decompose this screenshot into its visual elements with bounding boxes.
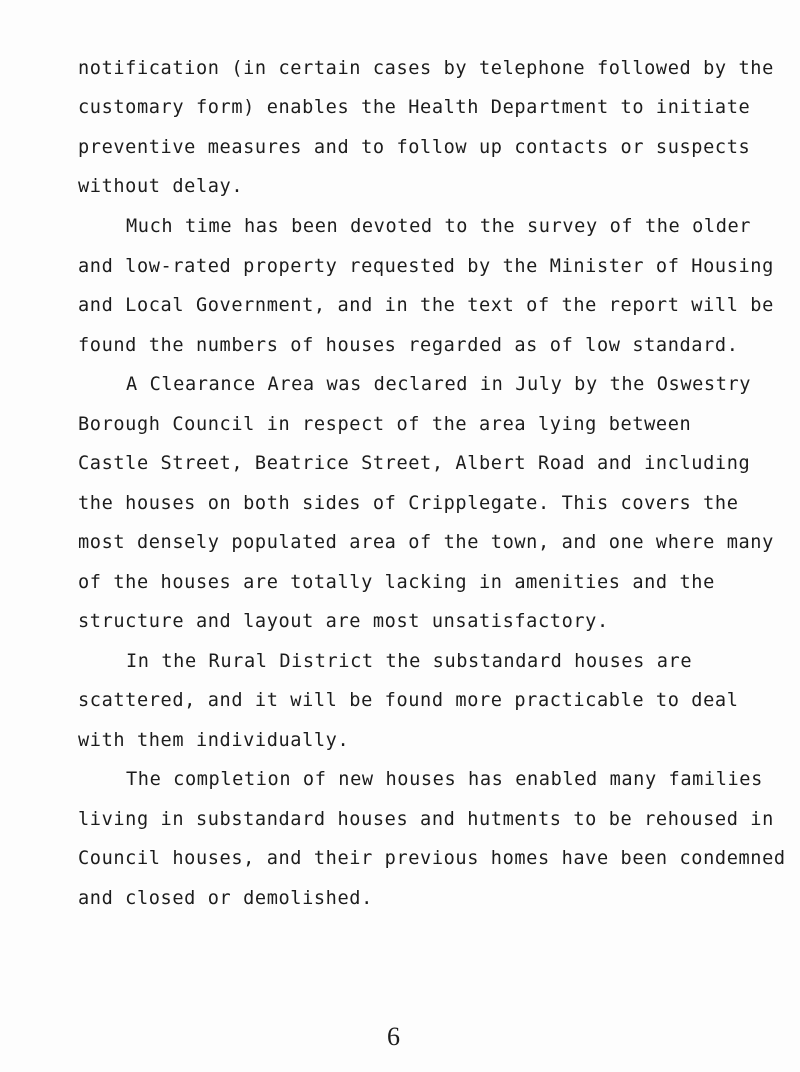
text-line-17: scattered, and it will be found more practicable to deal <box>78 690 739 711</box>
text-line-3: preventive measures and to follow up contacts or suspects <box>78 137 751 158</box>
text-line-10: Borough Council in respect of the area lying between <box>78 414 692 435</box>
text-line-5: Much time has been devoted to the survey of the older <box>126 216 752 237</box>
text-line-19: The completion of new houses has enabled many families <box>126 769 763 790</box>
text-line-7: and Local Government, and in the text of the report will be <box>78 295 774 316</box>
text-line-22: and closed or demolished. <box>78 888 373 909</box>
text-line-8: found the numbers of houses regarded as of low standard. <box>78 335 739 356</box>
text-line-6: and low-rated property requested by the Minister of Housing <box>78 256 774 277</box>
text-line-13: most densely populated area of the town, and one where many <box>78 532 774 553</box>
page-number: 6 <box>387 1022 400 1051</box>
text-line-14: of the houses are totally lacking in amenities and the <box>78 572 715 593</box>
text-line-18: with them individually. <box>78 730 350 751</box>
text-line-1: notification (in certain cases by telephone followed by the <box>78 58 774 79</box>
text-line-21: Council houses, and their previous homes have been condemned <box>78 848 786 869</box>
text-line-2: customary form) enables the Health Department to initiate <box>78 97 751 118</box>
text-line-11: Castle Street, Beatrice Street, Albert Road and including <box>78 453 751 474</box>
text-line-16: In the Rural District the substandard houses are <box>126 651 693 672</box>
text-line-12: the houses on both sides of Cripplegate. This covers the <box>78 493 739 514</box>
text-line-4: without delay. <box>78 176 244 197</box>
text-line-15: structure and layout are most unsatisfactory. <box>78 611 609 632</box>
text-line-20: living in substandard houses and hutments to be rehoused in <box>78 809 774 830</box>
text-line-9: A Clearance Area was declared in July by the Oswestry <box>126 374 752 395</box>
